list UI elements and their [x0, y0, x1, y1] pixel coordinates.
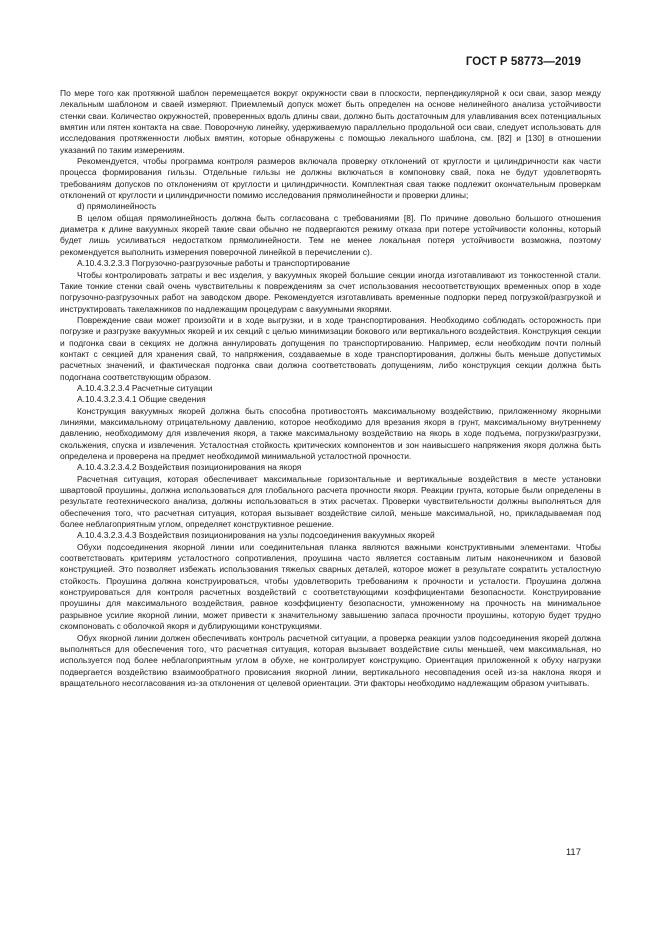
page-number: 117 — [565, 847, 581, 858]
paragraph: Рекомендуется, чтобы программа контроля размеров включала проверку отклонений от круглости и цилиндричности как части процесса формирования гильзы. Отдельные гильзы не должны включаться в компоновку свай, пока не будут удовлетворять требованиям допусков по отклонениям от круглости и цилиндричности. Комплектная свая также подлежит окончательным проверкам отклонений от круглости и цилиндричности помимо исследования прямолинейности и проверки длины; — [60, 156, 601, 201]
paragraph: Обух якорной линии должен обеспечивать контроль расчетной ситуации, а проверка реакции узлов подсоединения якорей должна выполняться для обеспечения того, что расчетная ситуация, которая вызывает воздействие силы меньшей, чем максимальная, но используется под более неблагоприятным углом в обухе, не контролирует конструкцию. Ориентация приложенной к обуху нагрузки подвергается воздействию взаимообратного провисания якорной линии, вертикального несовпадения осей из-за наклона якоря и вращательного несогласования из-за отклонения от целевой ориентации. Эти факторы необходимо надлежащим образом учитывать. — [60, 632, 601, 688]
section-heading: А.10.4.3.2.3.4.1 Общие сведения — [77, 394, 206, 405]
section-heading: А.10.4.3.2.3.4.2 Воздействия позиционирования на якоря — [77, 462, 302, 473]
section-heading: А.10.4.3.2.3.3 Погрузочно-разгрузочные работы и транспортирование — [77, 258, 350, 269]
paragraph: По мере того как протяжной шаблон перемещается вокруг окружности сваи в плоскости, перпендикулярной к оси сваи, зазор между лекальным шаблоном и сваей измеряют. Приемлемый допуск может быть определен на основе нелинейного анализа устойчивости стенки сваи. Количество окружностей, проверенных вдоль длины сваи, должно быть достаточным для улавливания всех потенциальных вмятин или пятен контакта на сваe. Поворочную линейку, удерживаемую параллельно продольной оси сваи, следует использовать для исследования протяженности любых вмятин, которые обнаружены с помощью лекального шаблона, см. [82] и [130] в отношении указаний по таким измерениям. — [60, 88, 601, 155]
paragraph: Конструкция вакуумных якорей должна быть способна противостоять максимальному воздействию, приложенному якорными линиями, максимальному отрицательному давлению, которое необходимо для врезания якоря в грунт, максимальному внутреннему давлению, необходимому для извлечения якоря, а также максимальному воздействию на якорь в ходе подъема, погрузки/разгрузки, скольжения, спуска и извлечения. Усталостная стойкость критических компонентов и зон наивысшего напряжения якоря должна быть определена и проверена на предмет необходимой минимальной усталостной прочности. — [60, 405, 601, 461]
paragraph: В целом общая прямолинейность должна быть согласована с требованиями [8]. По причине довольно большого отношения диаметра к длине вакуумных якорей такие сваи обычно не подвергаются режиму отказа при потере устойчивости колонны, который будет лишь усиливаться недостатком прямолинейности. Тем не менее локальная потеря устойчивости возможна, поэтому рекомендуется выполнить измерения поверочной линейкой в перечислении c). — [60, 212, 601, 257]
paragraph: Повреждение сваи может произойти и в ходе выгрузки, и в ходе транспортирования. Необходимо соблюдать осторожность при погрузке и разгрузке вакуумных якорей и их секций с целью минимизации бокового или вертикального воздействия. Конструкция секции и подгонка сваи в секциях не должна аннулировать допущения по транспортированию. Например, если необходим почти полный контакт с секцией для хранения свай, то напряжения, создаваемые в ходе транспортирования, должны быть меньше допустимых расчетных значений, и фактическая подгонка сваи должна соответствовать допущениям, либо конструкция секции должна быть подогнана соответствующим образом. — [60, 314, 601, 382]
section-heading: А.10.4.3.2.3.4 Расчетные ситуации — [77, 382, 213, 393]
document-body — [60, 88, 601, 689]
paragraph: Чтобы контролировать затраты и вес изделия, у вакуумных якорей большие секции иногда изготавливают из тонкостенной стали. Такие тонкие стенки свай очень чувствительны к повреждениям за счет использования несоответствующих временных опор в ходе погрузочно-разгрузочных работ на заводском дворе. Рекомендуется изготавливать временные подпорки перед погрузкой/разгрузкой и инструктировать такелажников по надлежащим процедурам с вакуумными якорями. — [60, 269, 601, 314]
document-header: ГОСТ Р 58773—2019 — [465, 56, 581, 68]
list-item-d: d) прямолинейность — [77, 201, 157, 212]
paragraph: Обухи подсоединения якорной линии или соединительная планка являются важными конструктивными элементами. Чтобы соответствовать критериям усталостного сопротивления, проушина часто является составным литым наконечником и базовой конструкцией. Это позволяет избежать использования тяжелых сварных деталей, которое может в результате сократить усталостную стойкость. Проушина должна конструироваться, чтобы удовлетворить требованиям к прочности и усталости. Проушина должна конструироваться для контроля расчетных воздействий с соответствующими коэффициентами безопасности. Конструирование проушины для максимального воздействия, равное коэффициенту безопасности, умноженному на прочность на минимальное разрывное усилие якорной линии, может привести к значительному завышению запаса прочности проушины, которую будет трудно скомпоновать с оболочкой якоря и дублирующими конструкциями. — [60, 541, 601, 632]
paragraph: Расчетная ситуация, которая обеспечивает максимальные горизонтальные и вертикальные воздействия в месте установки швартовой проушины, должна использоваться для глобального расчета прочности якоря. Реакции грунта, которые были определены в результате геотехнического анализа, должны использоваться в этих расчетах. Проверки чувствительности должны выполняться для обеспечения того, что расчетная ситуация, которая вызывает воздействие силой, меньше максимальной, но, прикладываемая под более неблагоприятным углом, определяет конструктивное решение. — [60, 473, 601, 530]
section-heading: А.10.4.3.2.3.4.3 Воздействия позиционирования на узлы подсоединения вакуумных якорей — [77, 530, 435, 541]
